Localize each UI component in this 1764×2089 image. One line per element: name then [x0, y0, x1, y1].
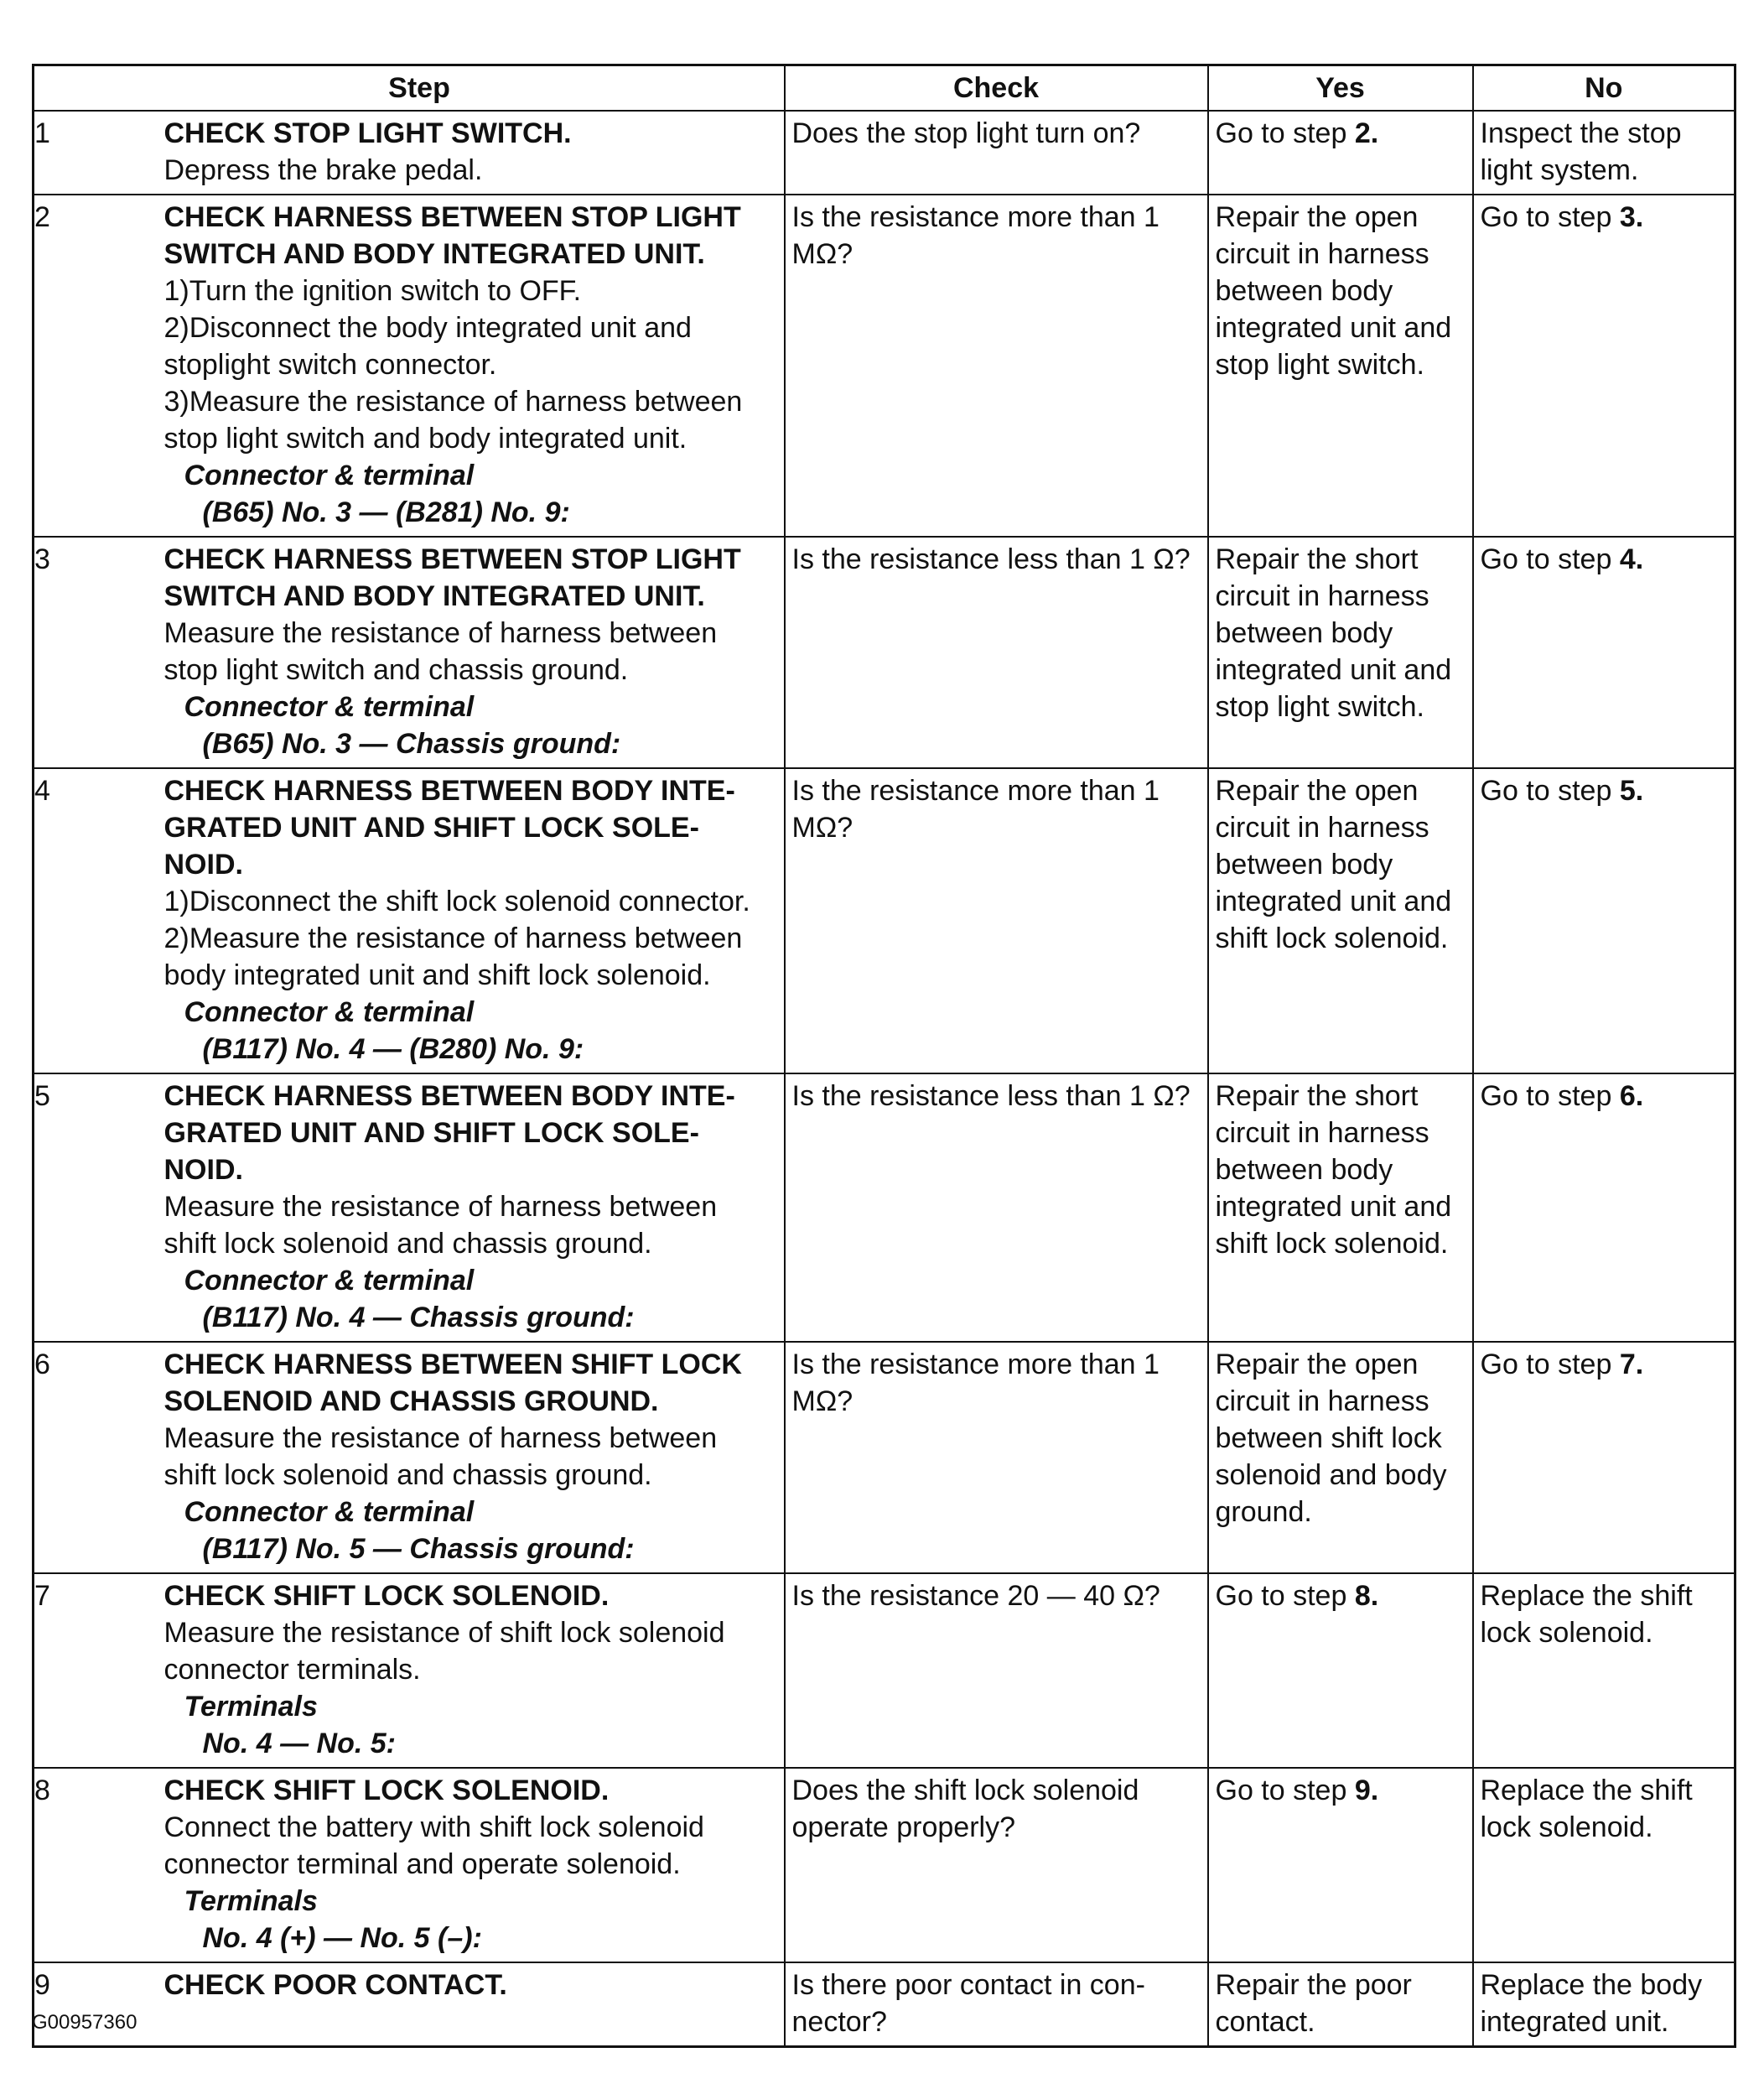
step-number: 3	[34, 537, 55, 768]
no-action-text: Replace the shift lock solenoid.	[1480, 1579, 1693, 1649]
no-action-text: Inspect the stop light system.	[1480, 117, 1682, 186]
yes-cell	[1208, 768, 1473, 1073]
step-number: 8	[34, 1768, 55, 1962]
terminal-label: Terminals	[184, 1884, 318, 1917]
yes-action-text: Repair the short circuit in harness between body integrated unit and shift lock solenoid.	[1215, 1079, 1452, 1260]
yes-goto-text: Go to step	[1215, 117, 1355, 149]
step-title: CHECK POOR CONTACT.	[163, 1968, 507, 2001]
no-goto-step: 5.	[1619, 774, 1644, 807]
step-title: CHECK SHIFT LOCK SOLENOID.	[163, 1579, 610, 1612]
header-check: Check	[785, 65, 1208, 111]
check-cell: Is there poor contact in con- nector?	[785, 1962, 1208, 2047]
terminal-value: No. 4 (+) — No. 5 (–):	[202, 1921, 482, 1954]
check-cell: Is the resistance more than 1 MΩ?	[785, 195, 1208, 537]
step-instruction: Measure the resistance of harness between stop light switch and chassis ground.	[163, 616, 718, 686]
step-instruction: Depress the brake pedal.	[163, 153, 483, 186]
step-title: CHECK HARNESS BETWEEN BODY INTE- GRATED UNIT AND SHIFT LOCK SOLE- NOID.	[163, 1079, 735, 1186]
terminal-value: (B117) No. 4 — (B280) No. 9:	[202, 1032, 584, 1065]
table-row	[34, 111, 1735, 195]
step-cell	[55, 1073, 785, 1342]
terminal-value: (B65) No. 3 — Chassis ground:	[202, 727, 621, 760]
step-cell	[55, 537, 785, 768]
step-title: CHECK STOP LIGHT SWITCH.	[163, 117, 572, 149]
table-row	[34, 1962, 1735, 2047]
no-cell	[1473, 768, 1735, 1073]
step-title: CHECK HARNESS BETWEEN STOP LIGHT SWITCH AND BODY INTEGRATED UNIT.	[163, 543, 741, 612]
terminal-label: Connector & terminal	[184, 459, 475, 491]
header-no: No	[1473, 65, 1735, 111]
yes-cell	[1208, 1073, 1473, 1342]
no-action-text: Replace the shift lock solenoid.	[1480, 1774, 1693, 1843]
step-cell	[55, 1573, 785, 1768]
yes-goto-step: 8.	[1354, 1579, 1379, 1612]
step-number: 7	[34, 1573, 55, 1768]
step-number: 5	[34, 1073, 55, 1342]
yes-cell	[1208, 1962, 1473, 2047]
check-cell: Is the resistance 20 — 40 Ω?	[785, 1573, 1208, 1768]
yes-action-text: Repair the open circuit in harness between body integrated unit and stop light switch.	[1215, 200, 1452, 381]
no-cell	[1473, 1342, 1735, 1573]
no-goto-step: 6.	[1619, 1079, 1644, 1112]
step-title: CHECK SHIFT LOCK SOLENOID.	[163, 1774, 610, 1806]
table-row	[34, 1342, 1735, 1573]
step-number: 2	[34, 195, 55, 537]
no-cell	[1473, 195, 1735, 537]
no-cell	[1473, 1573, 1735, 1768]
header-step: Step	[55, 65, 785, 111]
no-goto-step: 3.	[1619, 200, 1644, 233]
step-instruction: 2)Measure the resistance of harness between body integrated unit and shift lock solenoid.	[163, 922, 743, 991]
check-cell: Is the resistance more than 1 MΩ?	[785, 768, 1208, 1073]
terminal-value: (B117) No. 4 — Chassis ground:	[202, 1301, 635, 1333]
step-cell	[55, 768, 785, 1073]
terminal-label: Connector & terminal	[184, 1264, 475, 1297]
no-cell	[1473, 1768, 1735, 1962]
step-title: CHECK HARNESS BETWEEN SHIFT LOCK SOLENOID AND CHASSIS GROUND.	[163, 1348, 742, 1417]
terminal-value: No. 4 — No. 5:	[202, 1727, 396, 1759]
table-row	[34, 195, 1735, 537]
terminal-value: (B65) No. 3 — (B281) No. 9:	[202, 496, 570, 528]
no-goto-step: 4.	[1619, 543, 1644, 575]
terminal-label: Connector & terminal	[184, 1495, 475, 1528]
terminal-label: Connector & terminal	[184, 995, 475, 1028]
no-goto-step: 7.	[1619, 1348, 1644, 1380]
terminal-label: Terminals	[184, 1690, 318, 1723]
step-title: CHECK HARNESS BETWEEN STOP LIGHT SWITCH AND BODY INTEGRATED UNIT.	[163, 200, 741, 270]
no-cell	[1473, 537, 1735, 768]
table-row	[34, 537, 1735, 768]
step-cell	[55, 1768, 785, 1962]
no-goto-text: Go to step	[1480, 1079, 1620, 1112]
step-instruction: Measure the resistance of harness between shift lock solenoid and chassis ground.	[163, 1421, 718, 1491]
no-goto-text: Go to step	[1480, 774, 1620, 807]
step-instruction: 1)Turn the ignition switch to OFF.	[163, 274, 582, 307]
step-number: 9	[34, 1962, 55, 2047]
step-cell	[55, 1342, 785, 1573]
yes-cell	[1208, 537, 1473, 768]
yes-cell	[1208, 1573, 1473, 1768]
check-cell: Is the resistance more than 1 MΩ?	[785, 1342, 1208, 1573]
table-row	[34, 1073, 1735, 1342]
check-cell: Does the stop light turn on?	[785, 111, 1208, 195]
yes-cell	[1208, 1768, 1473, 1962]
yes-cell	[1208, 1342, 1473, 1573]
step-title: CHECK HARNESS BETWEEN BODY INTE- GRATED UNIT AND SHIFT LOCK SOLE- NOID.	[163, 774, 735, 881]
step-instruction: Measure the resistance of shift lock solenoid connector terminals.	[163, 1616, 725, 1686]
table-row	[34, 768, 1735, 1073]
yes-goto-text: Go to step	[1215, 1774, 1355, 1806]
no-goto-text: Go to step	[1480, 200, 1620, 233]
check-cell: Is the resistance less than 1 Ω?	[785, 1073, 1208, 1342]
yes-goto-step: 2.	[1354, 117, 1379, 149]
diagnostic-table	[32, 64, 1736, 2048]
table-body	[34, 111, 1735, 2047]
yes-cell	[1208, 111, 1473, 195]
step-cell	[55, 1962, 785, 2047]
yes-action-text: Repair the open circuit in harness between body integrated unit and shift lock solenoid.	[1215, 774, 1452, 954]
no-cell	[1473, 1962, 1735, 2047]
yes-cell	[1208, 195, 1473, 537]
no-goto-text: Go to step	[1480, 543, 1620, 575]
header-num	[34, 65, 55, 111]
step-instruction: Measure the resistance of harness between shift lock solenoid and chassis ground.	[163, 1190, 718, 1260]
no-action-text: Replace the body integrated unit.	[1480, 1968, 1703, 2038]
step-number: 6	[34, 1342, 55, 1573]
terminal-value: (B117) No. 5 — Chassis ground:	[202, 1532, 635, 1565]
step-number: 4	[34, 768, 55, 1073]
step-number: 1	[34, 111, 55, 195]
step-instruction: 1)Disconnect the shift lock solenoid connector.	[163, 885, 750, 917]
header-yes: Yes	[1208, 65, 1473, 111]
table-row	[34, 1573, 1735, 1768]
step-instruction: 3)Measure the resistance of harness between stop light switch and body integrated unit.	[163, 385, 743, 455]
yes-action-text: Repair the poor contact.	[1215, 1968, 1412, 2038]
terminal-label: Connector & terminal	[184, 690, 475, 723]
check-cell: Does the shift lock solenoid operate properly?	[785, 1768, 1208, 1962]
no-cell	[1473, 1073, 1735, 1342]
step-cell	[55, 111, 785, 195]
table-header-row	[34, 65, 1735, 111]
yes-action-text: Repair the open circuit in harness between shift lock solenoid and body ground.	[1215, 1348, 1447, 1528]
table-row	[34, 1768, 1735, 1962]
step-instruction: 2)Disconnect the body integrated unit and stoplight switch connector.	[163, 311, 692, 381]
yes-goto-step: 9.	[1354, 1774, 1379, 1806]
step-instruction: Connect the battery with shift lock solenoid connector terminal and operate solenoid.	[163, 1811, 704, 1880]
check-cell: Is the resistance less than 1 Ω?	[785, 537, 1208, 768]
yes-action-text: Repair the short circuit in harness between body integrated unit and stop light switch.	[1215, 543, 1452, 723]
yes-goto-text: Go to step	[1215, 1579, 1355, 1612]
figure-code: G00957360	[32, 2011, 137, 2034]
step-cell	[55, 195, 785, 537]
no-cell	[1473, 111, 1735, 195]
no-goto-text: Go to step	[1480, 1348, 1620, 1380]
